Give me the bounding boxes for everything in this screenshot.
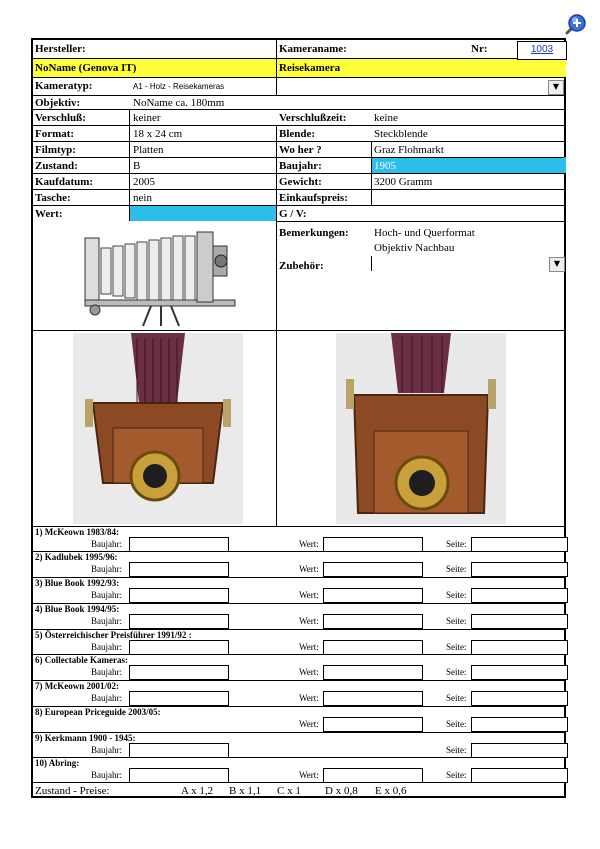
reference-seite-field[interactable] (471, 614, 568, 629)
zubehoer-dropdown-icon[interactable]: ▼ (549, 257, 565, 272)
reference-wert-label: Wert: (299, 564, 319, 574)
reference-seite-label: Seite: (446, 745, 467, 755)
zoom-in-icon[interactable] (562, 12, 588, 38)
reference-title: 2) Kadlubek 1995/96: (35, 552, 118, 562)
reference-wert-field[interactable] (323, 717, 423, 732)
objektiv-value[interactable]: NoName ca. 180mm (133, 97, 225, 109)
blende-label: Blende: (279, 128, 316, 140)
reference-seite-label: Seite: (446, 719, 467, 729)
reference-baujahr-label: Baujahr: (91, 770, 122, 780)
reference-baujahr-label: Baujahr: (91, 693, 122, 703)
baujahr-value[interactable]: 1905 (374, 160, 396, 172)
reference-seite-field[interactable] (471, 640, 568, 655)
einkaufspreis-label: Einkaufspreis: (279, 192, 348, 204)
reference-title: 5) Österreichischer Preisführer 1991/92 : (35, 630, 192, 640)
reference-seite-label: Seite: (446, 667, 467, 677)
camera-photo-angle (336, 333, 506, 524)
reference-baujahr-label: Baujahr: (91, 745, 122, 755)
reference-wert-label: Wert: (299, 616, 319, 626)
factor-d: D x 0,8 (325, 785, 358, 797)
verschlusszeit-value[interactable]: keine (374, 112, 398, 124)
nr-label: Nr: (471, 43, 488, 55)
reference-wert-field[interactable] (323, 665, 423, 680)
reference-baujahr-field[interactable] (129, 691, 229, 706)
reference-wert-field[interactable] (323, 588, 423, 603)
reference-baujahr-field[interactable] (129, 588, 229, 603)
bemerkungen-line2[interactable]: Objektiv Nachbau (374, 242, 455, 254)
reference-wert-field[interactable] (323, 562, 423, 577)
format-value[interactable]: 18 x 24 cm (133, 128, 183, 140)
hersteller-value[interactable]: NoName (Genova IT) (35, 62, 137, 74)
nr-link[interactable]: 1003 (517, 41, 567, 60)
bemerkungen-line1[interactable]: Hoch- und Querformat (374, 227, 475, 239)
zubehoer-select[interactable] (371, 256, 565, 271)
reference-wert-label: Wert: (299, 590, 319, 600)
reference-seite-field[interactable] (471, 743, 568, 758)
reference-baujahr-label: Baujahr: (91, 616, 122, 626)
reference-seite-field[interactable] (471, 691, 568, 706)
reference-seite-field[interactable] (471, 537, 568, 552)
reference-baujahr-field[interactable] (129, 640, 229, 655)
reference-wert-label: Wert: (299, 770, 319, 780)
reference-title: 8) European Priceguide 2003/05: (35, 707, 161, 717)
reference-seite-field[interactable] (471, 768, 568, 783)
reference-wert-field[interactable] (323, 768, 423, 783)
kameratyp-dropdown-icon[interactable]: ▼ (548, 80, 564, 95)
kameratyp-select[interactable]: A1 - Holz - Reisekameras (133, 82, 225, 91)
reference-wert-label: Wert: (299, 642, 319, 652)
reference-baujahr-field[interactable] (129, 743, 229, 758)
reference-seite-label: Seite: (446, 616, 467, 626)
wert-label: Wert: (35, 208, 63, 220)
verschluss-value[interactable]: keiner (133, 112, 161, 124)
format-label: Format: (35, 128, 75, 140)
reference-wert-field[interactable] (323, 537, 423, 552)
verschluss-label: Verschluß: (35, 112, 86, 124)
baujahr-label: Baujahr: (279, 160, 322, 172)
wert-highlight (130, 205, 276, 221)
reference-seite-field[interactable] (471, 717, 568, 732)
reference-title: 1) McKeown 1983/84: (35, 527, 119, 537)
reference-title: 9) Kerkmann 1900 - 1945: (35, 733, 136, 743)
reference-baujahr-field[interactable] (129, 614, 229, 629)
reference-baujahr-label: Baujahr: (91, 539, 122, 549)
kameraname-label: Kameraname: (279, 43, 347, 55)
filmtyp-value[interactable]: Platten (133, 144, 164, 156)
reference-title: 6) Collectable Kameras: (35, 655, 128, 665)
reference-baujahr-label: Baujahr: (91, 642, 122, 652)
reference-baujahr-field[interactable] (129, 537, 229, 552)
reference-seite-field[interactable] (471, 588, 568, 603)
hersteller-label: Hersteller: (35, 43, 86, 55)
reference-baujahr-label: Baujahr: (91, 667, 122, 677)
reference-title: 3) Blue Book 1992/93: (35, 578, 120, 588)
bemerkungen-label: Bemerkungen: (279, 227, 349, 239)
camera-engraving-image (81, 226, 241, 328)
objektiv-label: Objektiv: (35, 97, 81, 109)
baujahr-highlight (371, 157, 566, 173)
woher-label: Wo her ? (279, 144, 322, 156)
reference-baujahr-field[interactable] (129, 562, 229, 577)
reference-wert-label: Wert: (299, 667, 319, 677)
zubehoer-label: Zubehör: (279, 260, 324, 272)
reference-wert-field[interactable] (323, 614, 423, 629)
reference-wert-label: Wert: (299, 693, 319, 703)
reference-wert-field[interactable] (323, 691, 423, 706)
gewicht-label: Gewicht: (279, 176, 322, 188)
footer-label: Zustand - Preise: (35, 785, 110, 797)
zustand-label: Zustand: (35, 160, 78, 172)
tasche-label: Tasche: (35, 192, 71, 204)
reference-baujahr-label: Baujahr: (91, 564, 122, 574)
gv-label: G / V: (279, 208, 307, 220)
tasche-value[interactable]: nein (133, 192, 152, 204)
reference-wert-field[interactable] (323, 640, 423, 655)
gewicht-value[interactable]: 3200 Gramm (374, 176, 433, 188)
reference-baujahr-field[interactable] (129, 665, 229, 680)
reference-title: 7) McKeown 2001/02: (35, 681, 119, 691)
factor-c: C x 1 (277, 785, 301, 797)
reference-title: 10) Abring: (35, 758, 80, 768)
reference-seite-label: Seite: (446, 770, 467, 780)
reference-wert-label: Wert: (299, 719, 319, 729)
reference-wert-label: Wert: (299, 539, 319, 549)
reference-seite-field[interactable] (471, 665, 568, 680)
camera-record-form (31, 38, 566, 798)
factor-a: A x 1,2 (181, 785, 214, 797)
zustand-value[interactable]: B (133, 160, 141, 172)
filmtyp-label: Filmtyp: (35, 144, 76, 156)
factor-e: E x 0,6 (375, 785, 407, 797)
reference-seite-label: Seite: (446, 564, 467, 574)
woher-value[interactable]: Graz Flohmarkt (374, 144, 444, 156)
kameraname-value[interactable]: Reisekamera (279, 62, 341, 74)
kameratyp-label: Kameratyp: (35, 80, 93, 92)
blende-value[interactable]: Steckblende (374, 128, 428, 140)
reference-baujahr-field[interactable] (129, 768, 229, 783)
reference-seite-label: Seite: (446, 590, 467, 600)
reference-seite-field[interactable] (471, 562, 568, 577)
camera-photo-front (73, 333, 243, 524)
kaufdatum-label: Kaufdatum: (35, 176, 94, 188)
factor-b: B x 1,1 (229, 785, 262, 797)
reference-baujahr-label: Baujahr: (91, 590, 122, 600)
reference-seite-label: Seite: (446, 693, 467, 703)
reference-title: 4) Blue Book 1994/95: (35, 604, 120, 614)
kaufdatum-value[interactable]: 2005 (133, 176, 155, 188)
reference-seite-label: Seite: (446, 539, 467, 549)
reference-seite-label: Seite: (446, 642, 467, 652)
verschlusszeit-label: Verschlußzeit: (279, 112, 347, 124)
